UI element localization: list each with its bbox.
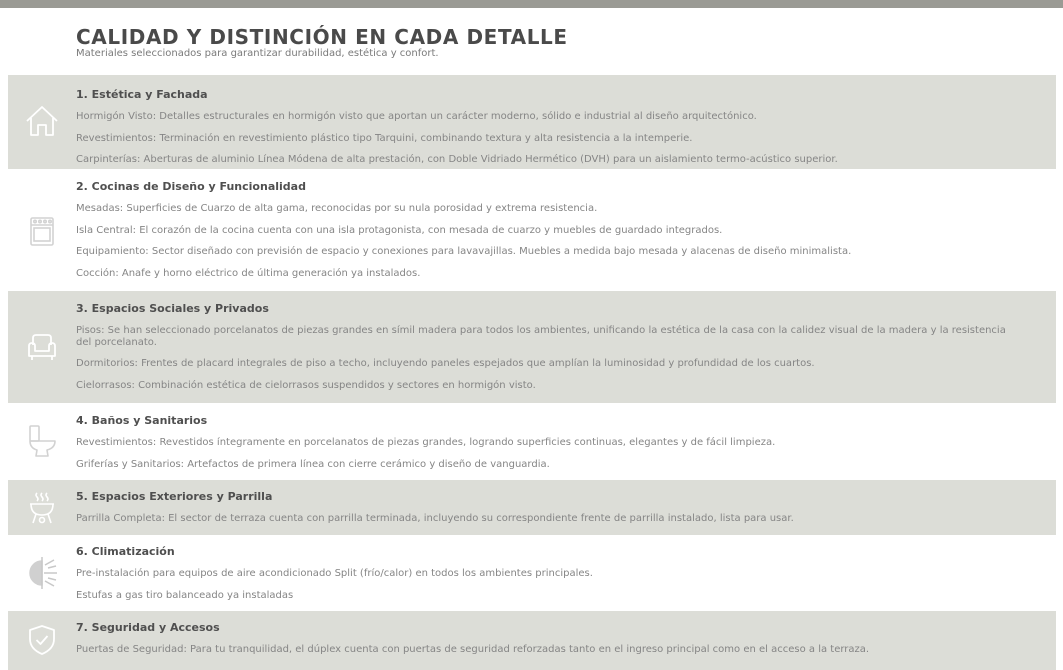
section-item: Mesadas: Superficies de Cuarzo de alta gama, reconocidas por su nula porosidad y extrema resistencia. — [76, 203, 598, 214]
section-content — [76, 302, 1016, 391]
section-item: Dormitorios: Frentes de placard integrales de piso a techo, incluyendo paneles espejados que amplían la luminosidad y profundidad de los cuartos. — [76, 358, 815, 369]
shield-check-icon — [23, 621, 61, 659]
section-banos — [8, 403, 1056, 480]
section-content — [76, 414, 1016, 470]
section-item: Revestimientos: Terminación en revestimiento plástico tipo Tarquini, combinando textura y alta resistencia a la intemperie. — [76, 132, 693, 144]
climate-icon — [23, 554, 61, 592]
section-item: Estufas a gas tiro balanceado ya instaladas — [76, 589, 294, 601]
section-seguridad-accesos — [8, 611, 1056, 670]
house-icon — [23, 102, 61, 140]
section-item: Puertas de Seguridad: Para tu tranquilidad, el dúplex cuenta con puertas de seguridad reforzadas tanto en el ingreso principal como en el acceso a la terraza. — [76, 644, 870, 655]
section-item: Griferías y Sanitarios: Artefactos de primera línea con cierre cerámico y diseño de vanguardia. — [76, 458, 550, 470]
section-content — [76, 88, 1016, 166]
section-content — [76, 545, 1016, 601]
section-title: 1. Estética y Fachada — [76, 88, 208, 101]
section-item: Revestimientos: Revestidos íntegramente en porcelanatos de piezas grandes, logrando superficies continuas, elegantes y de fácil limpieza. — [76, 437, 776, 448]
section-item: Pisos: Se han seleccionado porcelanatos de piezas grandes en símil madera para todos los ambientes, unificando la estética de la casa con la calidez visual de la madera y la resistencia del porcelanato. — [76, 325, 1006, 348]
section-item: Isla Central: El corazón de la cocina cuenta con una isla protagonista, con mesada de cuarzo y muebles de guardado integrados. — [76, 224, 723, 236]
page-title: CALIDAD Y DISTINCIÓN EN CADA DETALLE — [76, 25, 568, 49]
section-content — [76, 490, 1016, 525]
section-title: 4. Baños y Sanitarios — [76, 414, 208, 427]
top-bar — [0, 0, 1063, 8]
armchair-icon — [23, 328, 61, 366]
grill-icon — [23, 489, 61, 527]
section-title: 3. Espacios Sociales y Privados — [76, 302, 269, 315]
section-espacios-sociales — [8, 291, 1056, 403]
page-subtitle: Materiales seleccionados para garantizar durabilidad, estética y confort. — [76, 48, 439, 59]
oven-icon — [23, 212, 61, 250]
section-content — [76, 621, 1016, 656]
toilet-icon — [23, 422, 61, 460]
page-header — [76, 26, 1036, 60]
section-title: 7. Seguridad y Accesos — [76, 621, 220, 634]
section-climatizacion — [8, 535, 1056, 611]
section-title: 5. Espacios Exteriores y Parrilla — [76, 490, 273, 503]
section-item: Hormigón Visto: Detalles estructurales en hormigón visto que aportan un carácter moderno, sólido e industrial al diseño arquitectónico. — [76, 111, 757, 122]
section-item: Pre-instalación para equipos de aire acondicionado Split (frío/calor) en todos los ambientes principales. — [76, 568, 593, 579]
section-item: Equipamiento: Sector diseñado con previsión de espacio y conexiones para lavavajillas. Muebles a medida bajo mesada y alacenas de diseño minimalista. — [76, 246, 852, 257]
section-title: 6. Climatización — [76, 545, 175, 558]
section-content — [76, 180, 1016, 279]
section-cocinas — [8, 169, 1056, 291]
section-item: Carpinterías: Aberturas de aluminio Línea Módena de alta prestación, con Doble Vidriado Hermético (DVH) para un aislamiento termo-acústico superior. — [76, 154, 838, 165]
section-title: 2. Cocinas de Diseño y Funcionalidad — [76, 180, 306, 193]
section-item: Cielorrasos: Combinación estética de cielorrasos suspendidos y sectores en hormigón visto. — [76, 379, 536, 391]
section-item: Parrilla Completa: El sector de terraza cuenta con parrilla terminada, incluyendo su correspondiente frente de parrilla instalado, lista para usar. — [76, 513, 794, 524]
section-estetica-fachada — [8, 75, 1056, 169]
section-item: Cocción: Anafe y horno eléctrico de última generación ya instalados. — [76, 267, 421, 279]
page — [8, 8, 1056, 670]
section-exteriores-parrilla — [8, 480, 1056, 535]
